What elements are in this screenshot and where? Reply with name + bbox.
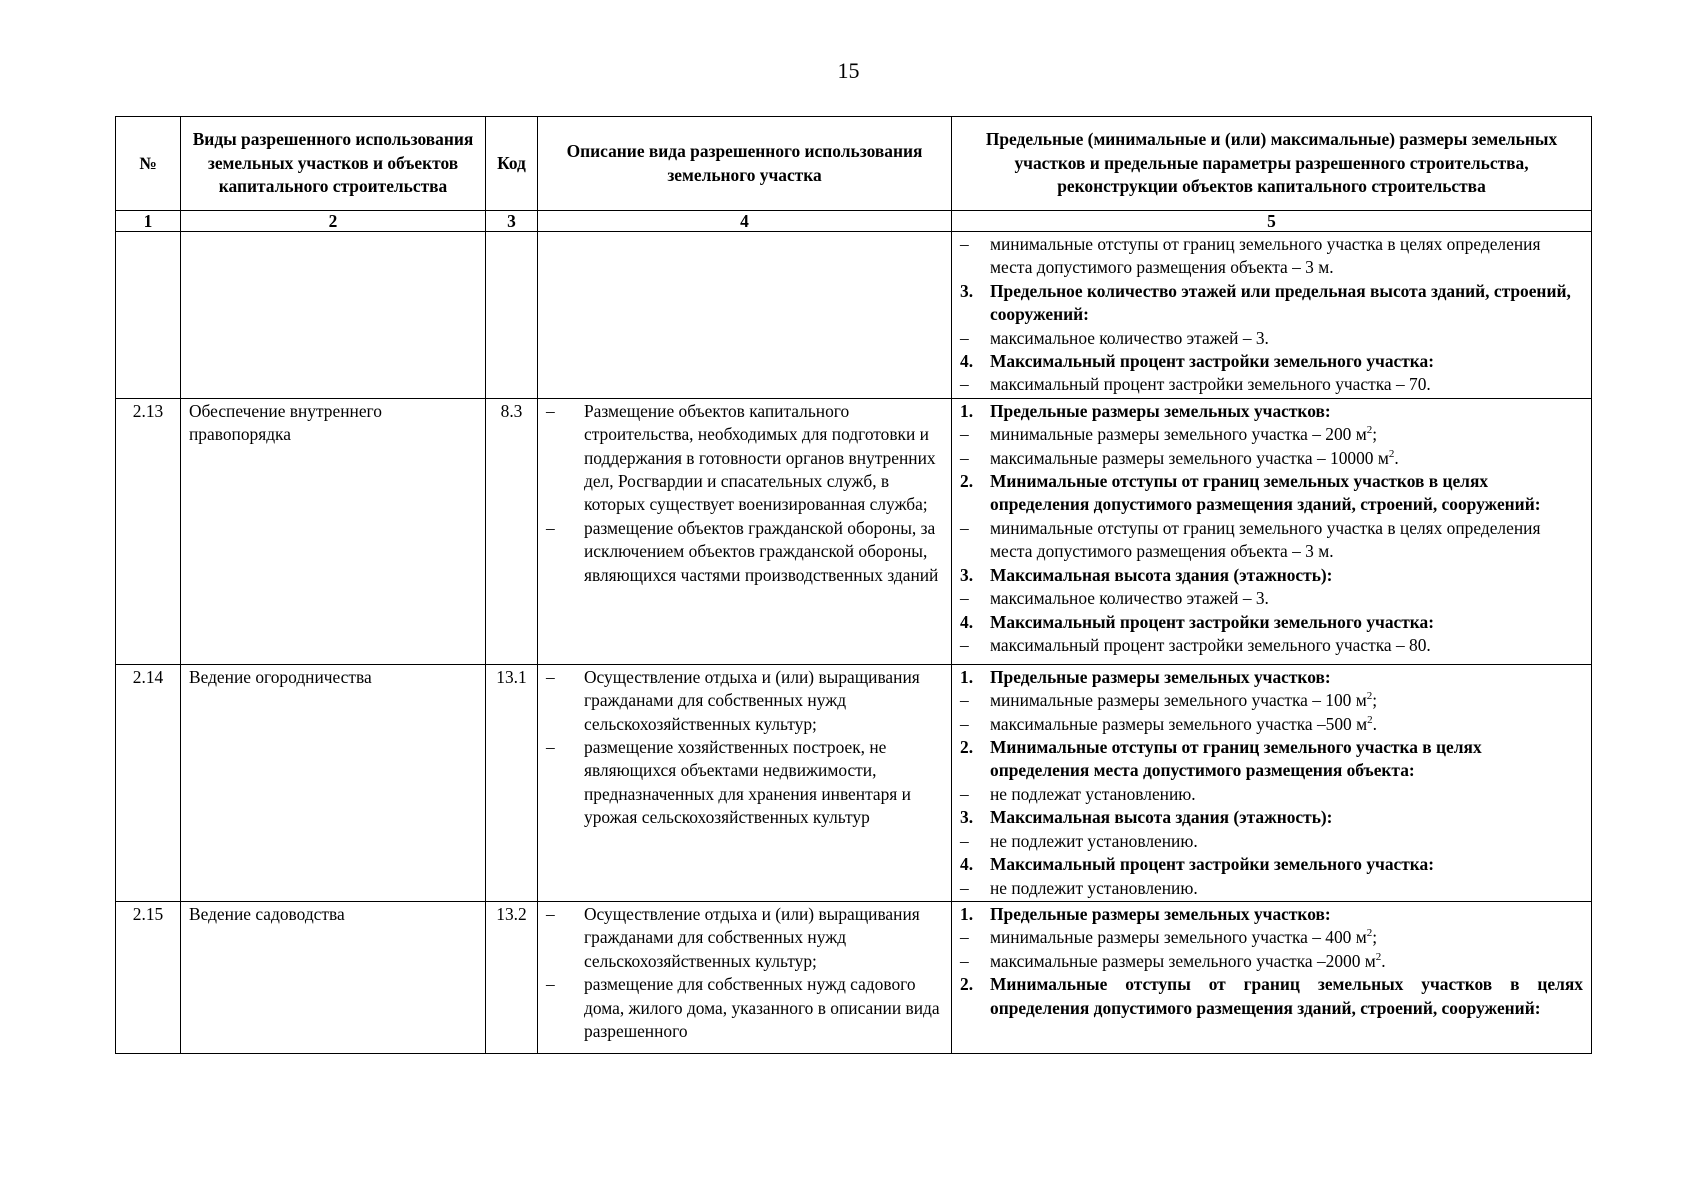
description-item <box>546 666 943 736</box>
parameter-item <box>960 373 1583 396</box>
header-no: № <box>116 117 181 211</box>
parameter-text: Максимальная высота здания (этажность): <box>990 564 1333 585</box>
punctuation: . <box>1394 447 1399 468</box>
use-kind-name <box>181 232 486 399</box>
table-row <box>116 901 1592 1053</box>
parameter-item <box>960 877 1583 900</box>
column-number: 1 <box>116 211 181 232</box>
parameter-heading <box>960 903 1583 926</box>
page-number: 15 <box>837 58 860 83</box>
column-number: 5 <box>952 211 1592 232</box>
description-item <box>546 400 943 517</box>
unit-superscript: 2 <box>1388 447 1395 460</box>
dash-marker: – <box>960 424 969 445</box>
description-item <box>546 517 943 587</box>
dash-marker: – <box>960 327 969 348</box>
use-code: 13.1 <box>486 664 538 901</box>
dash-marker: – <box>960 234 969 254</box>
item-number: 2. <box>960 737 974 758</box>
parameter-heading <box>960 280 1583 327</box>
unit-superscript: 2 <box>1367 713 1373 726</box>
parameter-heading <box>960 806 1583 829</box>
dash-marker: – <box>960 830 969 851</box>
parameter-text: Предельные размеры земельных участков: <box>990 903 1331 924</box>
punctuation: ; <box>1372 927 1378 948</box>
use-description <box>538 232 952 399</box>
description-text: Осуществление отдыха и (или) выращивания гражданами для собственных нужд сельскохозяйственных культур; <box>584 666 920 734</box>
dash-marker: – <box>960 690 969 711</box>
description-item <box>546 736 943 830</box>
description-text: размещение хозяйственных построек, не являющихся объектами недвижимости, предназначенных для хранения инвентаря и урожая сельскохозяйственных культур <box>584 737 911 828</box>
parameter-heading <box>960 470 1583 517</box>
parameter-text: Предельное количество этажей или предельная высота зданий, строений, сооружений: <box>990 280 1571 325</box>
parameter-text: минимальные размеры земельного участка – 200 м <box>990 424 1367 445</box>
use-code: 8.3 <box>486 398 538 664</box>
description-item <box>546 973 943 1043</box>
use-parameters <box>952 232 1592 399</box>
parameter-item <box>960 587 1583 610</box>
column-number: 4 <box>538 211 952 232</box>
use-description <box>538 901 952 1053</box>
parameter-heading <box>960 400 1583 423</box>
item-number: 3. <box>960 564 974 585</box>
parameter-text: максимальное количество этажей – 3. <box>990 327 1269 348</box>
use-kind-name: Ведение огородничества <box>181 664 486 901</box>
parameter-text: Минимальные отступы от границ земельного участка в целях определения места допустимого размещения объекта: <box>990 737 1482 781</box>
parameter-text: минимальные отступы от границ земельного участка в целях определения места допустимого размещения объекта – 3 м. <box>990 517 1541 562</box>
parameter-item <box>960 830 1583 853</box>
item-number: 3. <box>960 807 974 828</box>
dash-marker: – <box>546 903 555 924</box>
item-number: 3. <box>960 280 974 301</box>
dash-marker: – <box>960 950 969 971</box>
use-parameters <box>952 664 1592 901</box>
parameter-heading <box>960 736 1583 783</box>
punctuation: . <box>1381 950 1386 971</box>
parameter-text: Максимальный процент застройки земельного участка: <box>990 611 1435 632</box>
parameter-text: максимальные размеры земельного участка – 10000 м <box>990 447 1389 468</box>
parameter-text: Предельные размеры земельных участков: <box>990 400 1331 421</box>
use-description <box>538 398 952 664</box>
parameter-item <box>960 517 1583 564</box>
parameter-text: Максимальный процент застройки земельного участка: <box>990 854 1435 875</box>
parameter-item <box>960 634 1583 657</box>
column-number-row <box>116 211 1592 232</box>
table-row <box>116 398 1592 664</box>
description-text: размещение для собственных нужд садового дома, жилого дома, указанного в описании вида разрешенного <box>584 974 940 1041</box>
punctuation: . <box>1372 713 1377 734</box>
item-number: 4. <box>960 351 974 372</box>
table-row <box>116 232 1592 399</box>
unit-superscript: 2 <box>1375 950 1382 963</box>
dash-marker: – <box>960 447 969 468</box>
parameter-item <box>960 233 1583 280</box>
parameter-item <box>960 327 1583 350</box>
parameter-heading <box>960 564 1583 587</box>
parameter-text: максимальный процент застройки земельного участка – 80. <box>990 634 1431 655</box>
punctuation: ; <box>1372 424 1378 445</box>
parameter-item <box>960 926 1583 949</box>
item-number: 4. <box>960 854 974 875</box>
unit-superscript: 2 <box>1366 424 1373 437</box>
parameter-item <box>960 423 1583 446</box>
row-number <box>116 232 181 399</box>
dash-marker: – <box>546 974 555 995</box>
parameter-text: не подлежит установлению. <box>990 877 1198 898</box>
parameter-heading <box>960 853 1583 876</box>
use-kind-name: Обеспечение внутреннего правопорядка <box>181 398 486 664</box>
parameter-text: максимальные размеры земельного участка –500 м <box>990 713 1368 734</box>
parameter-text: не подлежат установлению. <box>990 783 1196 804</box>
punctuation: ; <box>1372 690 1378 711</box>
item-number: 2. <box>960 471 974 492</box>
item-number: 4. <box>960 611 974 632</box>
parameter-text: максимальные размеры земельного участка –2000 м <box>990 950 1376 971</box>
table-row <box>116 664 1592 901</box>
use-description <box>538 664 952 901</box>
description-item <box>546 903 943 973</box>
dash-marker: – <box>546 517 555 538</box>
unit-superscript: 2 <box>1366 927 1373 940</box>
parameter-item <box>960 950 1583 973</box>
item-number: 1. <box>960 903 974 924</box>
parameter-text: не подлежит установлению. <box>990 830 1198 851</box>
parameter-text: Минимальные отступы от границ земельных участков в целях определения допустимого размещения зданий, строений, сооружений: <box>990 471 1541 515</box>
use-code <box>486 232 538 399</box>
parameter-text: Максимальный процент застройки земельного участка: <box>990 351 1435 372</box>
row-number: 2.15 <box>116 901 181 1053</box>
parameter-text: максимальное количество этажей – 3. <box>990 588 1269 609</box>
column-number: 2 <box>181 211 486 232</box>
dash-marker: – <box>960 588 969 609</box>
header-kind: Виды разрешенного использования земельных участков и объектов капитального строительства <box>181 117 486 211</box>
parameter-text: минимальные отступы от границ земельного участка в целях определения места допустимого размещения объекта – 3 м. <box>990 234 1541 278</box>
use-parameters <box>952 398 1592 664</box>
parameter-text: Максимальная высота здания (этажность): <box>990 807 1333 828</box>
dash-marker: – <box>960 374 969 395</box>
unit-superscript: 2 <box>1366 690 1373 703</box>
use-code: 13.2 <box>486 901 538 1053</box>
dash-marker: – <box>546 666 555 687</box>
parameter-text: Предельные размеры земельных участков: <box>990 666 1331 687</box>
item-number: 2. <box>960 974 974 995</box>
parameter-heading <box>960 350 1583 373</box>
dash-marker: – <box>960 783 969 804</box>
parameter-heading <box>960 611 1583 634</box>
parameter-text: минимальные размеры земельного участка – 100 м <box>990 690 1367 711</box>
row-number: 2.13 <box>116 398 181 664</box>
dash-marker: – <box>960 927 969 948</box>
header-description: Описание вида разрешенного использования земельного участка <box>538 117 952 211</box>
description-text: Осуществление отдыха и (или) выращивания гражданами для собственных нужд сельскохозяйственных культур; <box>584 903 920 971</box>
parameter-item <box>960 783 1583 806</box>
item-number: 1. <box>960 666 974 687</box>
column-number: 3 <box>486 211 538 232</box>
dash-marker: – <box>546 400 555 421</box>
parameter-text: максимальный процент застройки земельного участка – 70. <box>990 374 1431 395</box>
dash-marker: – <box>960 877 969 898</box>
header-code: Код <box>486 117 538 211</box>
parameter-item <box>960 713 1583 736</box>
header-row <box>116 117 1592 211</box>
description-text: размещение объектов гражданской обороны, за исключением объектов гражданской обороны, являющихся частями производственных зданий <box>584 517 939 585</box>
use-parameters <box>952 901 1592 1053</box>
header-params: Предельные (минимальные и (или) максимальные) размеры земельных участков и предельные параметры разрешенного строительства, реконструкции объектов капитального строительства <box>952 117 1592 211</box>
regulations-table <box>115 116 1592 1054</box>
table-body <box>116 232 1592 1054</box>
parameter-item <box>960 447 1583 470</box>
row-number: 2.14 <box>116 664 181 901</box>
parameter-text: минимальные размеры земельного участка – 400 м <box>990 927 1367 948</box>
parameter-item <box>960 689 1583 712</box>
description-text: Размещение объектов капитального строительства, необходимых для подготовки и поддержания в готовности органов внутренних дел, Росгвардии и спасательных служб, в которых существует военизированная служба; <box>584 400 936 515</box>
item-number: 1. <box>960 400 974 421</box>
parameter-text: Минимальные отступы от границ земельных участков в целях определения допустимого размещения зданий, строений, сооружений: <box>990 974 1583 1018</box>
dash-marker: – <box>960 517 969 538</box>
dash-marker: – <box>960 713 969 734</box>
parameter-heading <box>960 973 1583 1020</box>
dash-marker: – <box>960 634 969 655</box>
use-kind-name: Ведение садоводства <box>181 901 486 1053</box>
parameter-heading <box>960 666 1583 689</box>
dash-marker: – <box>546 737 555 758</box>
